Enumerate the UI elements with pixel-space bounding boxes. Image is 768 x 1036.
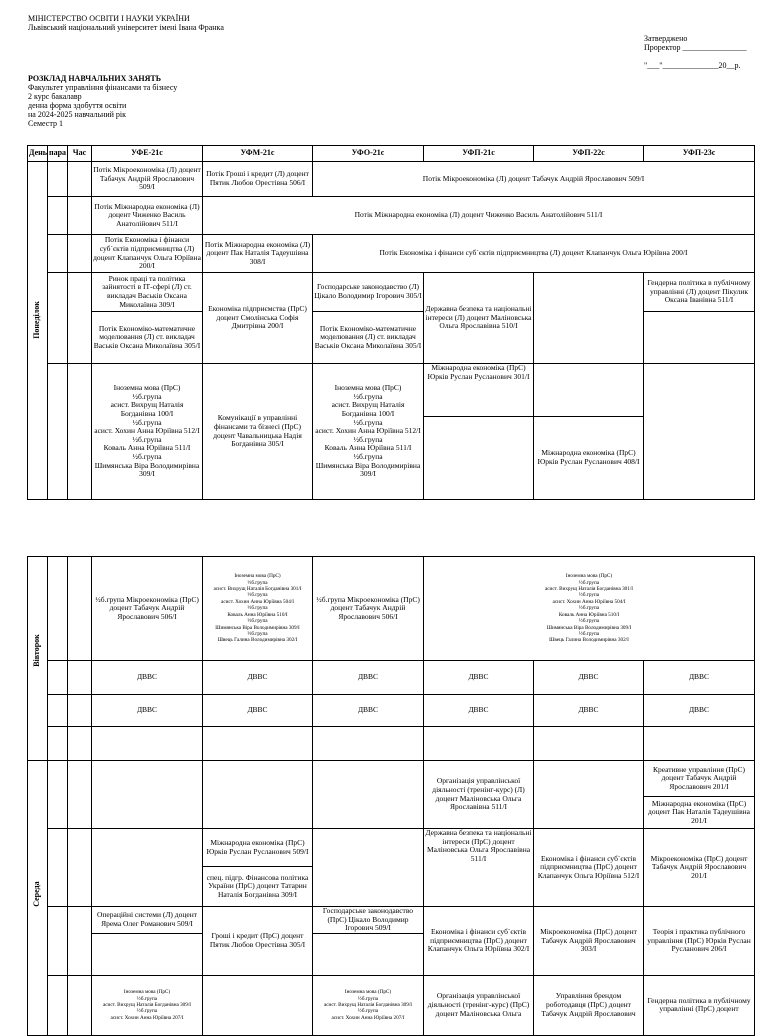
class-cell: Мікроекономіка (ПрС) доцент Табачук Андрій Ярославович 303/I [534, 907, 644, 976]
dvvs-cell: ДВВС [92, 661, 203, 695]
class-cell: Іноземна мова (ПрС) ½б.група асист. Вихрущ Наталія Богданівна 309/I ½б.група асист. Хохин Анна Юріївна 207/I [92, 975, 203, 1035]
class-cell: Креативне управління (ПрС) доцент Табачук Андрій Ярославович 201/I [644, 761, 755, 797]
approval-date: "___"______________20__р. [644, 61, 741, 70]
class-cell: Потік Мікроекономіка (Л) доцент Табачук Андрій Ярославович 509/I [313, 162, 755, 197]
university-name: Львівський національний університет імені Івана Франка [28, 23, 224, 32]
study-form: денна форма здобуття освіти [28, 101, 127, 110]
col-group: УФЕ-21с [92, 146, 203, 162]
day-cell-tuesday: Вівторок [28, 557, 48, 761]
class-cell: Іноземна мова (ПрС) ½б.група асист. Вихрущ Наталія Богданівна 309/I ½б.група асист. Хохин Анна Юріївна 207/I [313, 975, 424, 1035]
col-group: УФП-23с [644, 146, 755, 162]
col-group: УФП-22с [534, 146, 644, 162]
approved-label: Затверджено [644, 34, 688, 43]
class-cell: Господарське законодавство (ПрС) Цікало Володимир Ігорович 509/I [313, 907, 424, 934]
class-cell: Операційні системи (Л) доцент Ярема Олег Романович 509/I [92, 907, 203, 934]
class-cell: Іноземна мова (ПрС) ½б.група асист. Вихрущ Наталія Богданівна 100/I ½б.група асист. Хохин Анна Юріївна 512/I ½б.група Коваль Анна Юріївна 511/I ½б.група Шимянська Віра Володимирівна 309/I [313, 364, 424, 500]
class-cell: Гроші і кредит (ПрС) доцент Пятик Любов Орестівна 305/I [203, 907, 313, 976]
class-cell: Економіка і фінанси суб`єктів підприємництва (ПрС) доцент Клапанчук Ольга Юріївна 302/I [424, 907, 534, 976]
class-cell: Економіка і фінанси суб`єктів підприємництва (ПрС) доцент Клапанчук Ольга Юріївна 512/I [534, 829, 644, 907]
class-cell: Державна безпека та національні інтереси (ПрС) доцент Маліновська Ольга Ярославівна 511/I [424, 829, 534, 907]
dvvs-cell: ДВВС [424, 661, 534, 695]
col-group: УФО-21с [313, 146, 424, 162]
day-cell-monday: Понеділок [28, 162, 48, 500]
dvvs-cell: ДВВС [313, 661, 424, 695]
class-cell: Організація управлінської діяльності (тренінг-курс) (ПрС) доцент Маліновська Ольга [424, 975, 534, 1035]
day-cell-wednesday: Середа [28, 761, 48, 1036]
dvvs-cell: ДВВС [534, 661, 644, 695]
class-cell: Комунікації в управлінні фінансами та бізнесі (ПрС) доцент Чавальницька Надія Богданівна 305/I [203, 364, 313, 500]
dvvs-cell: ДВВС [534, 695, 644, 727]
col-day: День [28, 146, 48, 162]
class-cell: Організація управлінської діяльності (тренінг-курс) (Л) доцент Маліновська Ольга Ярославівна 511/I [424, 761, 534, 829]
class-cell: Потік Міжнародна економіка (Л) доцент Пак Наталія Тадеушівна 308/I [203, 235, 313, 273]
semester: Семестр 1 [28, 119, 63, 128]
dvvs-cell: ДВВС [92, 695, 203, 727]
class-cell: Ринок праці та політика зайнятості в ІТ-сфері (Л) ст. викладач Васьків Оксана Миколаївна 309/I [92, 273, 203, 312]
dvvs-cell: ДВВС [644, 661, 755, 695]
ministry-title: МІНІСТЕРСТВО ОСВІТИ І НАУКИ УКРАЇНИ [28, 14, 190, 23]
schedule-table-tue-wed [27, 556, 755, 1036]
dvvs-cell: ДВВС [203, 661, 313, 695]
class-cell: Потік Економіко-математичне моделювання (Л) ст. викладач Васьків Оксана Миколаївна 305/I [313, 312, 424, 364]
document-header [28, 14, 224, 32]
col-pair: пара [48, 146, 68, 162]
dvvs-cell: ДВВС [203, 695, 313, 727]
dvvs-cell: ДВВС [644, 695, 755, 727]
class-cell: Потік Гроші і кредит (Л) доцент Пятик Любов Орестівна 506/I [203, 162, 313, 197]
col-group: УФП-21с [424, 146, 534, 162]
class-cell: ½б.група Мікроекономіка (ПрС) доцент Табачук Андрій Ярославович 506/I [313, 557, 424, 661]
class-cell: Теорія і практика публічного управління (ПрС) Юрків Руслан Русланович 206/I [644, 907, 755, 976]
class-cell: Господарське законодавство (Л) Цікало Володимир Ігорович 305/I [313, 273, 424, 312]
faculty-name: Факультет управління фінансами та бізнесу [28, 83, 178, 92]
class-cell: ½б.група Мікроекономіка (ПрС) доцент Табачук Андрій Ярославович 506/I [92, 557, 203, 661]
class-cell: спец. підгр. Фінансова політика України (ПрС) доцент Татарин Наталія Богданівна 309/I [203, 867, 313, 907]
class-cell: Міжнародна економіка (ПрС) Юрків Руслан Русланович 509/I [203, 829, 313, 867]
schedule-meta [28, 74, 177, 128]
class-cell: Потік Економіко-математичне моделювання (Л) ст. викладач Васьків Оксана Миколаївна 305/I [92, 312, 203, 364]
class-cell: Потік Економіка і фінанси суб`єктів підприємництва (Л) доцент Клапанчук Ольга Юріївна 200/I [92, 235, 203, 273]
dvvs-cell: ДВВС [313, 695, 424, 727]
schedule-table-monday [27, 145, 755, 500]
class-cell: Мікроекономіка (ПрС) доцент Табачук Андрій Ярославович 201/I [644, 829, 755, 907]
class-cell: Іноземна мова (ПрС) ½б.група асист. Вихрущ Наталія Богданівна 301/I ½б.група асист. Хохин Анна Юріївна 504/I ½б.група Коваль Анна Юріївна 510/I ½б.група Шимянська Віра Володимирівна 309/I ½б.група Швець Галина Володимирівна 302/I [424, 557, 755, 661]
class-cell: Державна безпека та національні інтереси (Л) доцент Маліновська Ольга Ярославівна 510/I [424, 273, 534, 364]
prorector-line: Проректор ________________ [644, 43, 747, 52]
class-cell: Міжнародна економіка (ПрС) доцент Пак Наталія Тадеушівна 201/I [644, 797, 755, 829]
class-cell: Потік Економіка і фінанси суб`єктів підприємництва (Л) доцент Клапанчук Ольга Юріївна 200/I [313, 235, 755, 273]
class-cell: Гендерна політика в публічному управлінні (Л) доцент Пікулик Оксана Іванівна 511/I [644, 273, 755, 312]
approval-block [644, 34, 747, 70]
schedule-title: РОЗКЛАД НАВЧАЛЬНИХ ЗАНЯТЬ [28, 74, 162, 83]
course-level: 2 курс бакалавр [28, 92, 82, 101]
class-cell: Гендерна політика в публічному управлінні (ПрС) доцент [644, 975, 755, 1035]
class-cell: Міжнародна економіка (ПрС) Юрків Руслан Русланович 408/I [534, 417, 644, 500]
class-cell: Потік Міжнародна економіка (Л) доцент Чиженко Василь Анатолійович 511/I [203, 197, 755, 235]
class-cell: Управління брендом роботодавця (ПрС) доцент Табачук Андрій Ярославович [534, 975, 644, 1035]
class-cell: Іноземна мова (ПрС) ½б.група асист. Вихрущ Наталія Богданівна 100/I ½б.група асист. Хохин Анна Юріївна 512/I ½б.група Коваль Анна Юріївна 511/I ½б.група Шимянська Віра Володимирівна 309/I [92, 364, 203, 500]
class-cell: Потік Міжнародна економіка (Л) доцент Чиженко Василь Анатолійович 511/I [92, 197, 203, 235]
class-cell: Потік Мікроекономіка (Л) доцент Табачук Андрій Ярославович 509/I [92, 162, 203, 197]
dvvs-cell: ДВВС [424, 695, 534, 727]
class-cell: Міжнародна економіка (ПрС) Юрків Руслан Русланович 301/I [424, 364, 534, 417]
class-cell: Іноземна мова (ПрС) ½б.група асист. Вихрущ Наталія Богданівна 301/I ½б.група асист. Хохин Анна Юріївна 504/I ½б.група Коваль Анна Юріївна 510/I ½б.група Шимянська Віра Володимирівна 309/I ½б.група Швець Галина Володимирівна 302/I [203, 557, 313, 661]
col-time: Час [68, 146, 92, 162]
class-cell: Економіка підприємства (ПрС) доцент Смолінська Софія Дмитрівна 200/I [203, 273, 313, 364]
col-group: УФМ-21с [203, 146, 313, 162]
academic-year: на 2024-2025 навчальний рік [28, 110, 127, 119]
